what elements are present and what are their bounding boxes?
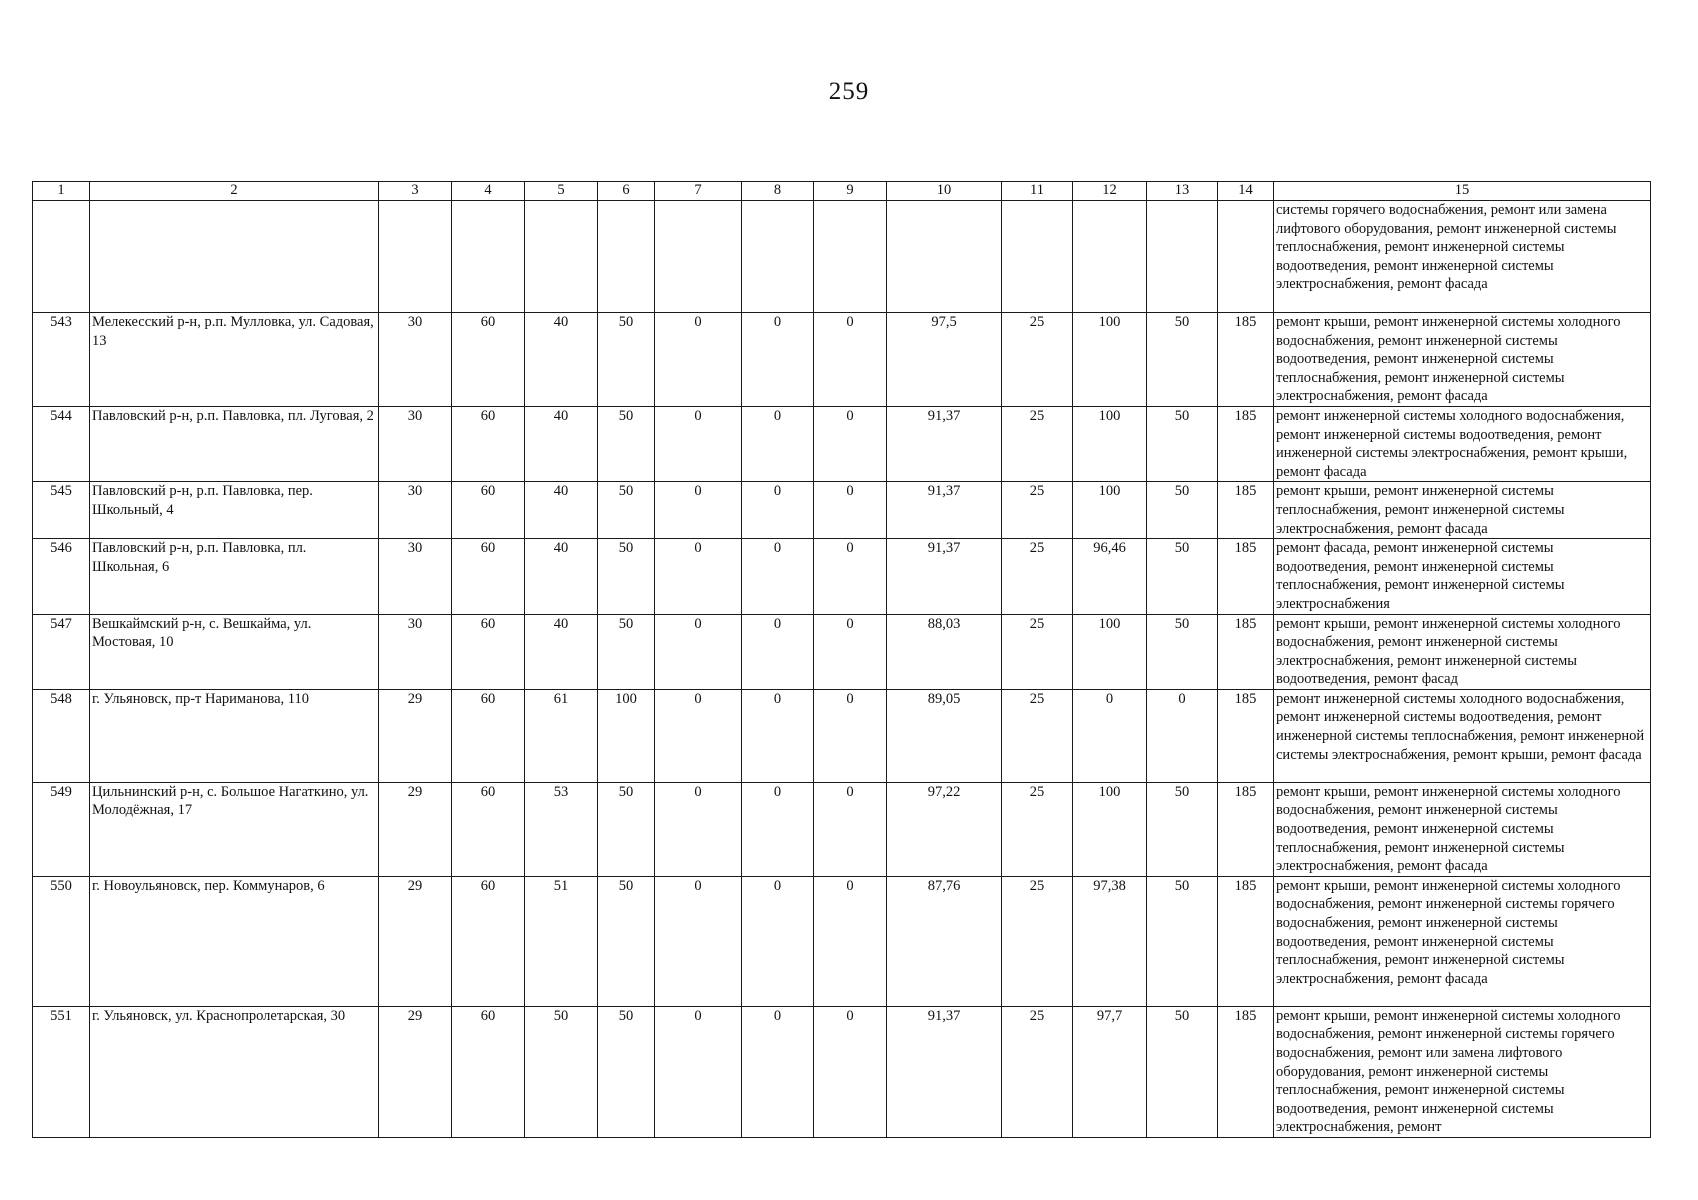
value-cell: 0: [742, 539, 814, 614]
value-cell: 0: [655, 876, 742, 1006]
address-cell: г. Новоульяновск, пер. Коммунаров, 6: [90, 876, 379, 1006]
value-cell: 29: [379, 782, 452, 876]
value-cell: 0: [742, 482, 814, 539]
address-cell: [90, 201, 379, 313]
value-cell: 50: [525, 1006, 598, 1137]
value-cell: 60: [452, 689, 525, 782]
value-cell: 0: [655, 1006, 742, 1137]
column-header: 11: [1002, 182, 1073, 201]
value-cell: 51: [525, 876, 598, 1006]
value-cell: 50: [598, 1006, 655, 1137]
table-body: [33, 201, 1651, 1138]
table-row: [33, 313, 1651, 407]
value-cell: 25: [1002, 482, 1073, 539]
value-cell: 60: [452, 482, 525, 539]
value-cell: 25: [1002, 406, 1073, 481]
value-cell: 50: [598, 782, 655, 876]
value-cell: 97,7: [1073, 1006, 1147, 1137]
value-cell: 100: [1073, 313, 1147, 407]
value-cell: 0: [814, 689, 887, 782]
value-cell: 40: [525, 539, 598, 614]
value-cell: 60: [452, 876, 525, 1006]
table-header: [33, 182, 1651, 201]
value-cell: 60: [452, 539, 525, 614]
value-cell: 100: [1073, 614, 1147, 689]
value-cell: 185: [1218, 406, 1274, 481]
table-row: [33, 406, 1651, 481]
row-number-cell: 549: [33, 782, 90, 876]
value-cell: 40: [525, 482, 598, 539]
value-cell: 50: [1147, 876, 1218, 1006]
value-cell: 100: [1073, 782, 1147, 876]
works-description-cell: ремонт крыши, ремонт инженерной системы холодного водоснабжения, ремонт инженерной системы водоотведения, ремонт инженерной системы теплоснабжения, ремонт инженерной системы электроснабжения, ремонт фасада: [1274, 313, 1651, 407]
value-cell: 0: [742, 782, 814, 876]
value-cell: 0: [814, 313, 887, 407]
value-cell: 25: [1002, 614, 1073, 689]
column-header: 6: [598, 182, 655, 201]
value-cell: 50: [1147, 482, 1218, 539]
value-cell: 89,05: [887, 689, 1002, 782]
value-cell: 53: [525, 782, 598, 876]
value-cell: 87,76: [887, 876, 1002, 1006]
row-number-cell: 544: [33, 406, 90, 481]
value-cell: 30: [379, 482, 452, 539]
value-cell: 97,5: [887, 313, 1002, 407]
value-cell: 0: [655, 406, 742, 481]
address-cell: г. Ульяновск, ул. Краснопролетарская, 30: [90, 1006, 379, 1137]
address-cell: Павловский р-н, р.п. Павловка, пер. Школьный, 4: [90, 482, 379, 539]
value-cell: 100: [1073, 406, 1147, 481]
value-cell: 30: [379, 539, 452, 614]
column-number-row: [33, 182, 1651, 201]
address-cell: Павловский р-н, р.п. Павловка, пл. Школьная, 6: [90, 539, 379, 614]
value-cell: [655, 201, 742, 313]
value-cell: 29: [379, 1006, 452, 1137]
row-number-cell: 546: [33, 539, 90, 614]
value-cell: 91,37: [887, 539, 1002, 614]
value-cell: 61: [525, 689, 598, 782]
value-cell: 0: [742, 876, 814, 1006]
column-header: 14: [1218, 182, 1274, 201]
value-cell: 91,37: [887, 406, 1002, 481]
column-header: 5: [525, 182, 598, 201]
value-cell: 50: [598, 482, 655, 539]
works-description-cell: ремонт крыши, ремонт инженерной системы теплоснабжения, ремонт инженерной системы электроснабжения, ремонт фасада: [1274, 482, 1651, 539]
column-header: 3: [379, 182, 452, 201]
value-cell: 0: [742, 406, 814, 481]
column-header: 4: [452, 182, 525, 201]
works-description-cell: ремонт фасада, ремонт инженерной системы водоотведения, ремонт инженерной системы теплоснабжения, ремонт инженерной системы электроснабжения: [1274, 539, 1651, 614]
value-cell: 50: [1147, 406, 1218, 481]
value-cell: 25: [1002, 876, 1073, 1006]
column-header: 12: [1073, 182, 1147, 201]
value-cell: 60: [452, 782, 525, 876]
value-cell: 50: [598, 313, 655, 407]
value-cell: 30: [379, 406, 452, 481]
works-description-cell: ремонт крыши, ремонт инженерной системы холодного водоснабжения, ремонт инженерной системы электроснабжения, ремонт инженерной системы водоотведения, ремонт фасад: [1274, 614, 1651, 689]
value-cell: [887, 201, 1002, 313]
value-cell: 185: [1218, 782, 1274, 876]
works-description-cell: ремонт инженерной системы холодного водоснабжения, ремонт инженерной системы водоотведения, ремонт инженерной системы электроснабжения, ремонт крыши, ремонт фасада: [1274, 406, 1651, 481]
value-cell: [1073, 201, 1147, 313]
value-cell: 185: [1218, 876, 1274, 1006]
value-cell: [1218, 201, 1274, 313]
column-header: 10: [887, 182, 1002, 201]
row-number-cell: 545: [33, 482, 90, 539]
value-cell: 91,37: [887, 1006, 1002, 1137]
value-cell: [1147, 201, 1218, 313]
value-cell: 0: [655, 614, 742, 689]
value-cell: [598, 201, 655, 313]
value-cell: 0: [814, 782, 887, 876]
value-cell: [379, 201, 452, 313]
column-header: 1: [33, 182, 90, 201]
value-cell: 96,46: [1073, 539, 1147, 614]
column-header: 9: [814, 182, 887, 201]
value-cell: 50: [1147, 313, 1218, 407]
value-cell: [525, 201, 598, 313]
value-cell: 30: [379, 614, 452, 689]
table-row: [33, 689, 1651, 782]
works-description-cell: ремонт крыши, ремонт инженерной системы холодного водоснабжения, ремонт инженерной системы водоотведения, ремонт инженерной системы теплоснабжения, ремонт инженерной системы электроснабжения, ремонт фасада: [1274, 782, 1651, 876]
value-cell: 50: [598, 539, 655, 614]
value-cell: 0: [814, 406, 887, 481]
value-cell: 29: [379, 689, 452, 782]
column-header: 8: [742, 182, 814, 201]
value-cell: 0: [655, 539, 742, 614]
value-cell: 60: [452, 313, 525, 407]
address-cell: г. Ульяновск, пр-т Нариманова, 110: [90, 689, 379, 782]
value-cell: 40: [525, 406, 598, 481]
column-header: 7: [655, 182, 742, 201]
value-cell: 60: [452, 614, 525, 689]
value-cell: [742, 201, 814, 313]
value-cell: [814, 201, 887, 313]
value-cell: 185: [1218, 689, 1274, 782]
value-cell: 185: [1218, 1006, 1274, 1137]
value-cell: 0: [742, 689, 814, 782]
row-number-cell: 548: [33, 689, 90, 782]
value-cell: 50: [598, 876, 655, 1006]
column-header: 15: [1274, 182, 1651, 201]
value-cell: 0: [655, 313, 742, 407]
value-cell: 50: [1147, 1006, 1218, 1137]
value-cell: 25: [1002, 1006, 1073, 1137]
address-cell: Вешкаймский р-н, с. Вешкайма, ул. Мостовая, 10: [90, 614, 379, 689]
value-cell: 25: [1002, 539, 1073, 614]
value-cell: 100: [1073, 482, 1147, 539]
buildings-repair-table: [32, 181, 1651, 1138]
table-row: [33, 876, 1651, 1006]
row-number-cell: 543: [33, 313, 90, 407]
value-cell: [1002, 201, 1073, 313]
row-number-cell: 550: [33, 876, 90, 1006]
value-cell: 0: [814, 539, 887, 614]
value-cell: 40: [525, 313, 598, 407]
value-cell: 185: [1218, 614, 1274, 689]
value-cell: 50: [1147, 539, 1218, 614]
table-row: [33, 482, 1651, 539]
address-cell: Цильнинский р-н, с. Большое Нагаткино, ул. Молодёжная, 17: [90, 782, 379, 876]
value-cell: 50: [1147, 782, 1218, 876]
value-cell: 0: [1147, 689, 1218, 782]
table-row: [33, 1006, 1651, 1137]
table-row: [33, 539, 1651, 614]
address-cell: Мелекесский р-н, р.п. Мулловка, ул. Садовая, 13: [90, 313, 379, 407]
value-cell: 100: [598, 689, 655, 782]
value-cell: 0: [655, 482, 742, 539]
page-number: 259: [828, 78, 870, 105]
value-cell: 0: [655, 689, 742, 782]
table-row: [33, 614, 1651, 689]
works-description-cell: ремонт инженерной системы холодного водоснабжения, ремонт инженерной системы водоотведения, ремонт инженерной системы теплоснабжения, ремонт инженерной системы электроснабжения, ремонт крыши, ремонт фасада: [1274, 689, 1651, 782]
value-cell: 60: [452, 1006, 525, 1137]
value-cell: 0: [1073, 689, 1147, 782]
table-row: [33, 782, 1651, 876]
column-header: 2: [90, 182, 379, 201]
value-cell: 50: [598, 406, 655, 481]
works-description-cell: системы горячего водоснабжения, ремонт или замена лифтового оборудования, ремонт инженерной системы теплоснабжения, ремонт инженерной системы водоотведения, ремонт инженерной системы электроснабжения, ремонт фасада: [1274, 201, 1651, 313]
value-cell: 25: [1002, 313, 1073, 407]
value-cell: 0: [742, 1006, 814, 1137]
table-row: [33, 201, 1651, 313]
value-cell: 97,22: [887, 782, 1002, 876]
value-cell: 25: [1002, 689, 1073, 782]
column-header: 13: [1147, 182, 1218, 201]
value-cell: 185: [1218, 313, 1274, 407]
value-cell: 0: [814, 1006, 887, 1137]
value-cell: 50: [598, 614, 655, 689]
value-cell: 0: [814, 614, 887, 689]
value-cell: 30: [379, 313, 452, 407]
value-cell: 40: [525, 614, 598, 689]
address-cell: Павловский р-н, р.п. Павловка, пл. Луговая, 2: [90, 406, 379, 481]
works-description-cell: ремонт крыши, ремонт инженерной системы холодного водоснабжения, ремонт инженерной системы горячего водоснабжения, ремонт или замена лифтового оборудования, ремонт инженерной системы теплоснабжения, ремонт инженерной системы водоотведения, ремонт инженерной системы электроснабжения, ремонт: [1274, 1006, 1651, 1137]
value-cell: 0: [814, 876, 887, 1006]
value-cell: 91,37: [887, 482, 1002, 539]
value-cell: 0: [742, 614, 814, 689]
value-cell: [452, 201, 525, 313]
value-cell: 25: [1002, 782, 1073, 876]
value-cell: 97,38: [1073, 876, 1147, 1006]
value-cell: 88,03: [887, 614, 1002, 689]
value-cell: 0: [814, 482, 887, 539]
value-cell: 60: [452, 406, 525, 481]
value-cell: 50: [1147, 614, 1218, 689]
row-number-cell: [33, 201, 90, 313]
value-cell: 185: [1218, 482, 1274, 539]
value-cell: 0: [742, 313, 814, 407]
works-description-cell: ремонт крыши, ремонт инженерной системы холодного водоснабжения, ремонт инженерной системы горячего водоснабжения, ремонт инженерной системы водоотведения, ремонт инженерной системы теплоснабжения, ремонт инженерной системы электроснабжения, ремонт фасада: [1274, 876, 1651, 1006]
value-cell: 0: [655, 782, 742, 876]
value-cell: 185: [1218, 539, 1274, 614]
row-number-cell: 547: [33, 614, 90, 689]
value-cell: 29: [379, 876, 452, 1006]
row-number-cell: 551: [33, 1006, 90, 1137]
